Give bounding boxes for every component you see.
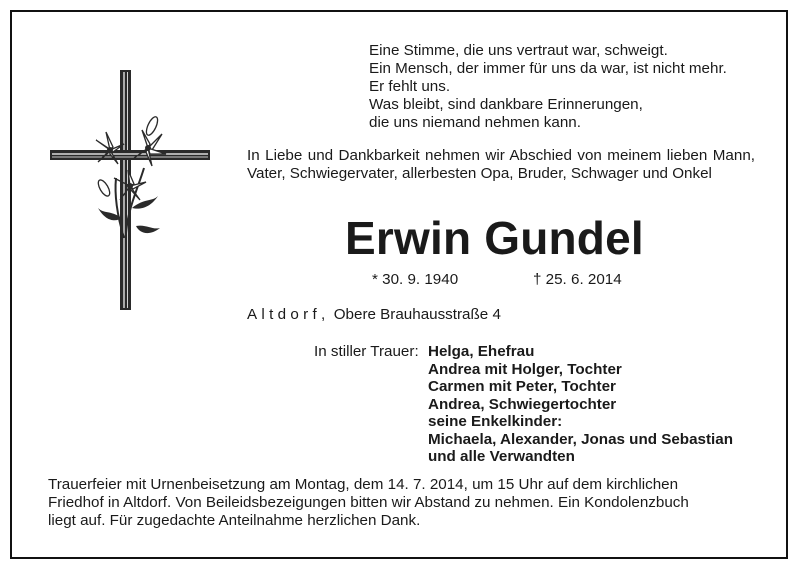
mourner-line: Andrea mit Holger, Tochter xyxy=(428,360,622,378)
deceased-name: Erwin Gundel xyxy=(345,212,644,264)
poem-line: die uns niemand nehmen kann. xyxy=(369,114,581,131)
poem-line: Ein Mensch, der immer für uns da war, ist nicht mehr. xyxy=(369,60,727,77)
service-line: liegt auf. Für zugedachte Anteilnahme herzlichen Dank. xyxy=(48,512,421,529)
poem-line: Er fehlt uns. xyxy=(369,78,451,95)
cross-with-lilies-icon xyxy=(48,68,213,313)
death-date: † 25. 6. 2014 xyxy=(533,271,622,288)
poem-line: Was bleibt, sind dankbare Erinnerungen, xyxy=(369,96,643,113)
farewell-text: In Liebe und Dankbarkeit nehmen wir Abschied von meinem lieben Mann, Vater, Schwiegervater, allerbesten Opa, Bruder, Schwager und Onkel xyxy=(247,147,755,182)
funeral-service-text xyxy=(48,476,752,530)
mourner-line: Carmen mit Peter, Tochter xyxy=(428,378,616,395)
mourners-list xyxy=(428,343,733,466)
mourning-label: In stiller Trauer: xyxy=(314,343,419,360)
address xyxy=(247,306,501,324)
mourner-line: Helga, Ehefrau xyxy=(428,343,535,360)
mourner-line: Michaela, Alexander, Jonas und Sebastian xyxy=(428,430,733,448)
mourner-line: und alle Verwandten xyxy=(428,448,575,465)
address-town: Altdorf, xyxy=(247,306,330,323)
poem-line: Eine Stimme, die uns vertraut war, schweigt. xyxy=(369,42,668,59)
mourner-line: Andrea, Schwiegertochter xyxy=(428,395,617,413)
service-line: Friedhof in Altdorf. Von Beileidsbezeigungen bitten wir Abstand zu nehmen. Ein Kondolenzbuch xyxy=(48,494,689,511)
birth-date: * 30. 9. 1940 xyxy=(372,271,459,288)
service-line: Trauerfeier mit Urnenbeisetzung am Montag, dem 14. 7. 2014, um 15 Uhr auf dem kirchlichen xyxy=(48,476,679,493)
memorial-poem xyxy=(369,42,759,132)
mourner-line: seine Enkelkinder: xyxy=(428,413,563,430)
address-street: Obere Brauhausstraße 4 xyxy=(329,306,501,323)
